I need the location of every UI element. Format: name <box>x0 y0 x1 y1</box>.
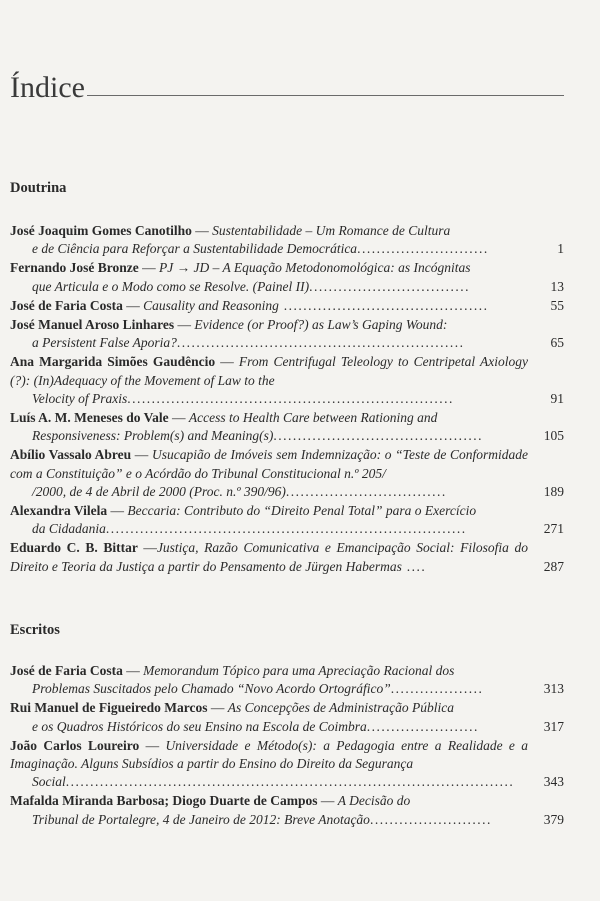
toc-entry <box>10 502 564 538</box>
toc-entry <box>10 353 564 408</box>
toc-continuation <box>10 811 528 829</box>
toc-leader-dots: ................................. <box>309 278 471 294</box>
toc-author: José de Faria Costa <box>10 297 123 313</box>
toc-entry <box>10 259 564 295</box>
toc-page-number: 65 <box>550 335 564 351</box>
toc-entry <box>10 222 564 258</box>
toc-continuation <box>10 718 528 736</box>
toc-separator: — <box>139 737 166 753</box>
toc-author: Fernando José Bronze <box>10 260 139 276</box>
toc-leader-dots: ....................... <box>366 718 479 734</box>
toc-entry-text <box>10 259 528 295</box>
toc-continuation <box>10 390 528 408</box>
toc-author: Mafalda Miranda Barbosa; Diogo Duarte de Campos <box>10 793 318 809</box>
toc-separator: — <box>138 260 159 276</box>
toc-page-number: 271 <box>543 521 564 537</box>
toc-author: José de Faria Costa <box>10 663 123 678</box>
toc-title-line1: From Centrifugal Teleology to Centripetal Axiology (?): (In)Adequacy of the Movement of Law to the <box>10 354 528 388</box>
toc-leader-dots: ......................... <box>369 811 492 827</box>
toc-title-line1: Beccaria: Contributo do “Direito Penal Total” para o Exercício <box>127 503 477 519</box>
toc-entry-text <box>10 409 528 445</box>
toc-entry-text <box>10 662 528 698</box>
toc-leader-dots: .......................................... <box>278 297 489 313</box>
toc-leader-dots: ................................................................... <box>127 390 454 406</box>
toc-title-line1: A Decisão do <box>337 793 411 809</box>
toc-leader-dots: ............................................................................................ <box>65 774 515 790</box>
toc-entry-text <box>10 699 528 735</box>
toc-separator: — <box>137 540 157 556</box>
toc-separator: — <box>168 410 189 426</box>
toc-entry <box>10 539 564 575</box>
toc-continuation <box>10 427 528 445</box>
toc-page-number: 287 <box>543 558 564 574</box>
toc-entry-text <box>10 353 528 408</box>
toc-leader-dots: .... <box>401 558 427 574</box>
toc-leader-dots: ................................. <box>285 483 447 499</box>
toc-page-number: 13 <box>550 278 564 294</box>
toc-separator: — <box>317 793 338 809</box>
toc-title-line1: Access to Health Care between Rationing and <box>188 410 438 426</box>
toc-title-line1: Justiça, Razão Comunicativa e Emancipação Social: Filosofia do Direito e Teoria da Justiça a partir do Pensamento de Jürgen Habermas <box>10 540 528 574</box>
toc-entry <box>10 792 564 828</box>
toc-title-line1: Sustentabilidade – Um Romance de Cultura <box>212 223 451 238</box>
toc-author: José Joaquim Gomes Canotilho <box>10 223 192 238</box>
toc-entry <box>10 737 564 792</box>
toc-title-line1: Evidence (or Proof?) as Law’s Gaping Wound: <box>194 317 448 333</box>
toc-continuation <box>10 680 528 698</box>
toc-separator: — <box>207 700 228 716</box>
section-heading-doutrina: Doutrina <box>10 180 67 196</box>
toc-entry <box>10 662 564 698</box>
toc-entry-text <box>10 792 528 828</box>
toc-page-number: 91 <box>550 391 564 407</box>
toc-entry <box>10 409 564 445</box>
toc-entry <box>10 297 564 315</box>
toc-title-line2: Responsiveness: Problem(s) and Meaning(s) <box>32 428 274 444</box>
toc-continuation <box>10 240 528 258</box>
toc-leader-dots: ........................... <box>357 241 489 257</box>
toc-title-line1: Causality and Reasoning <box>143 297 279 313</box>
toc-entry-text <box>10 502 528 538</box>
toc-separator: — <box>107 503 128 519</box>
toc-leader-dots: ........................................... <box>273 428 483 444</box>
toc-author: Luís A. M. Meneses do Vale <box>10 410 169 426</box>
page-title: Índice <box>10 71 85 104</box>
toc-leader-dots: .......................................................................... <box>105 521 467 537</box>
toc-leader-dots: ................... <box>390 681 484 697</box>
toc-separator: — <box>122 663 144 678</box>
toc-title-line2: e de Ciência para Reforçar a Sustentabilidade Democrática <box>32 241 358 257</box>
toc-author: Ana Margarida Simões Gaudêncio <box>10 354 216 370</box>
toc-entry <box>10 446 564 501</box>
toc-title-line2: da Cidadania <box>32 521 106 537</box>
toc-title-line2: e os Quadros Históricos do seu Ensino na Escola de Coimbra <box>32 718 367 734</box>
toc-continuation <box>10 773 528 791</box>
title-rule <box>87 95 564 96</box>
toc-page-number: 55 <box>550 298 564 314</box>
toc-title-line2: Tribunal de Portalegre, 4 de Janeiro de 2012: Breve Anotação <box>32 811 370 827</box>
toc-author: Rui Manuel de Figueiredo Marcos <box>10 700 208 716</box>
toc-title-line1: Memorandum Tópico para uma Apreciação Racional dos <box>143 663 455 678</box>
toc-entry-text <box>10 222 528 258</box>
toc-separator: — <box>191 223 213 238</box>
toc-entry-text <box>10 316 528 352</box>
toc-title-line2: /2000, de 4 de Abril de 2000 (Proc. n.º 390/96) <box>32 483 286 499</box>
toc-page-number: 313 <box>543 681 564 697</box>
toc-page-number: 1 <box>557 241 564 257</box>
section-heading-escritos: Escritos <box>10 622 60 638</box>
toc-separator: — <box>131 447 152 463</box>
toc-title-line1: PJ → JD – A Equação Metodonomológica: as Incógnitas <box>159 260 471 276</box>
toc-title-line2: Velocity of Praxis <box>32 390 128 406</box>
toc-entry <box>10 699 564 735</box>
toc-separator: — <box>122 297 144 313</box>
toc-title-line2: Problemas Suscitados pelo Chamado “Novo Acordo Ortográfico” <box>32 681 391 697</box>
toc-title-line1: Universidade e Método(s): a Pedagogia entre a Realidade e a Imaginação. Alguns Subsídios a partir do Ensino do Direito da Segurança <box>10 737 529 772</box>
toc-page-number: 189 <box>543 484 564 500</box>
toc-page-number: 379 <box>543 811 564 827</box>
toc-entry-text <box>10 297 528 315</box>
toc-entry-text <box>10 539 528 575</box>
toc-author: Eduardo C. B. Bittar <box>10 540 138 556</box>
toc-continuation <box>10 334 528 352</box>
toc-separator: — <box>215 354 239 370</box>
doutrina-entries <box>10 222 564 577</box>
escritos-entries <box>10 662 564 830</box>
toc-entry-text <box>10 446 528 501</box>
toc-title-line2: a Persistent False Aporia? <box>32 335 177 351</box>
toc-author: José Manuel Aroso Linhares <box>10 317 175 333</box>
toc-author: Alexandra Vilela <box>10 503 108 519</box>
toc-page-number: 317 <box>543 718 564 734</box>
toc-entry <box>10 316 564 352</box>
toc-continuation <box>10 483 528 501</box>
toc-entry-text <box>10 737 528 792</box>
toc-leader-dots: ........................................................... <box>176 335 465 351</box>
toc-page-number: 105 <box>543 428 564 444</box>
toc-title-line2: que Articula e o Modo como se Resolve. (Painel II) <box>32 278 310 294</box>
toc-page-number: 343 <box>543 774 564 790</box>
title-row <box>10 68 564 108</box>
toc-title-line1: As Concepções de Administração Pública <box>227 700 454 716</box>
toc-continuation <box>10 278 528 296</box>
toc-title-line2: Social <box>32 774 66 790</box>
toc-title-line1: Usucapião de Imóveis sem Indemnização: o “Teste de Conformidade com a Constituição” e o Acórdão do Tribunal Constitucional n.º 205/ <box>10 447 529 481</box>
toc-continuation <box>10 520 528 538</box>
toc-separator: — <box>174 317 195 333</box>
toc-author: Abílio Vassalo Abreu <box>10 447 132 463</box>
toc-author: João Carlos Loureiro <box>10 737 140 753</box>
